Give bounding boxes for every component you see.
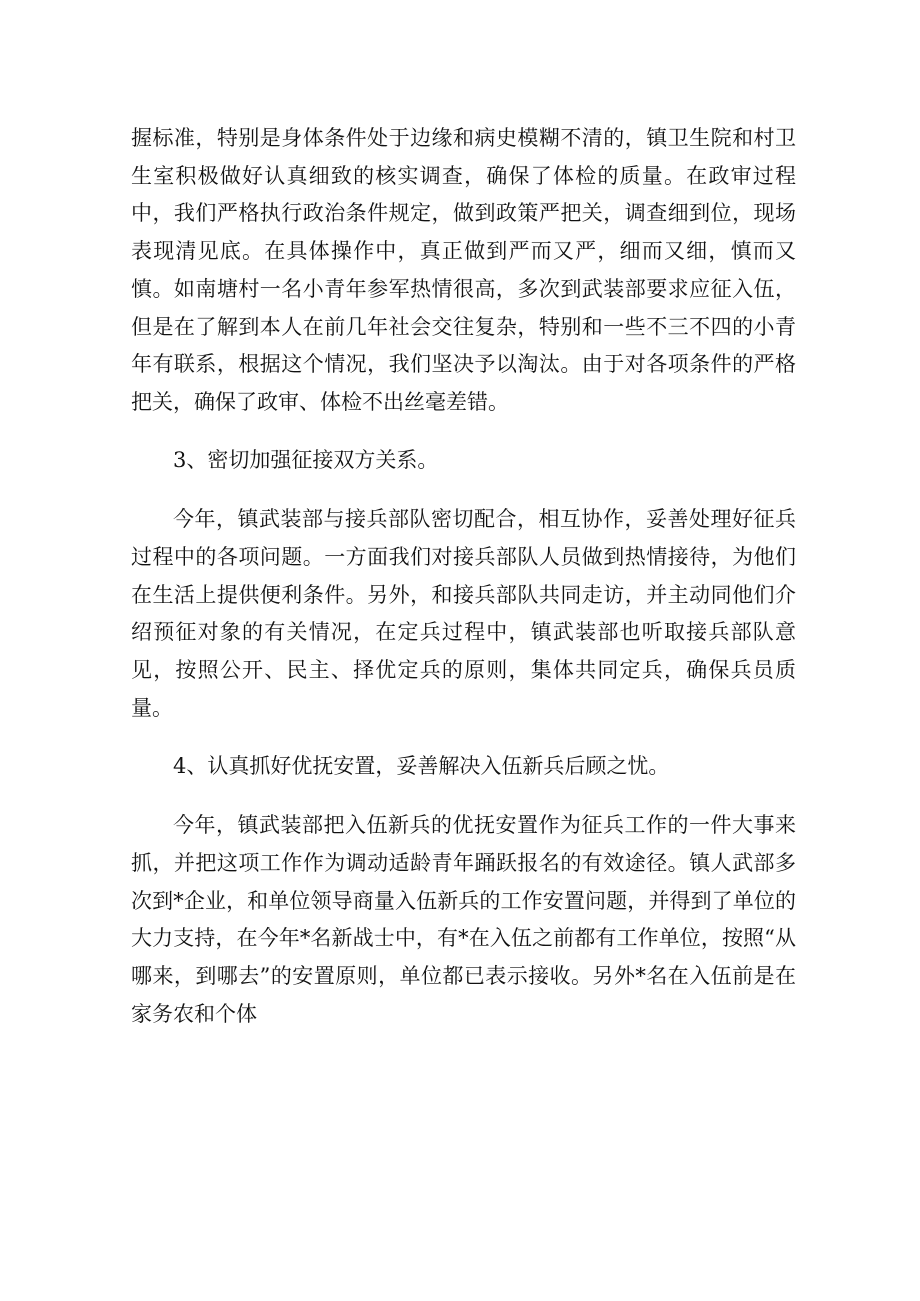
section-heading-3: 3、密切加强征接双方关系。 — [173, 447, 439, 472]
section-heading-4: 4、认真抓好优抚安置，妥善解决入伍新兵后顾之忧。 — [173, 753, 670, 778]
paragraph-continued: 握标准，特别是身体条件处于边缘和病史模糊不清的，镇卫生院和村卫生室积极做好认真细致的核实调查，确保了体检的质量。在政审过程中，我们严格执行政治条件规定，做到政策严把关，调查细到位，现场表现清见底。在具体操作中，真正做到严而又严，细而又细，慎而又慎。如南塘村一名小青年参军热情很高，多次到武装部要求应征入伍，但是在了解到本人在前几年社会交往复杂，特别和一些不三不四的小青年有联系，根据这个情况，我们坚决予以淘汰。由于对各项条件的严格把关，确保了政审、体检不出丝毫差错。 — [131, 126, 796, 414]
paragraph-section-4: 今年，镇武装部把入伍新兵的优抚安置作为征兵工作的一件大事来抓，并把这项工作作为调动适龄青年踊跃报名的有效途径。镇人武部多次到*企业，和单位领导商量入伍新兵的工作安置问题，并得到了单位的大力支持，在今年*名新战士中，有*在入伍之前都有工作单位，按照“从哪来，到哪去”的安置原则，单位都已表示接收。另外*名在入伍前是在家务农和个体 — [131, 813, 796, 1026]
document-body — [131, 120, 796, 1033]
paragraph-section-3: 今年，镇武装部与接兵部队密切配合，相互协作，妥善处理好征兵过程中的各项问题。一方面我们对接兵部队人员做到热情接待，为他们在生活上提供便利条件。另外，和接兵部队共同走访，并主动同他们介绍预征对象的有关情况，在定兵过程中，镇武装部也听取接兵部队意见，按照公开、民主、择优定兵的原则，集体共同定兵，确保兵员质量。 — [131, 507, 796, 720]
